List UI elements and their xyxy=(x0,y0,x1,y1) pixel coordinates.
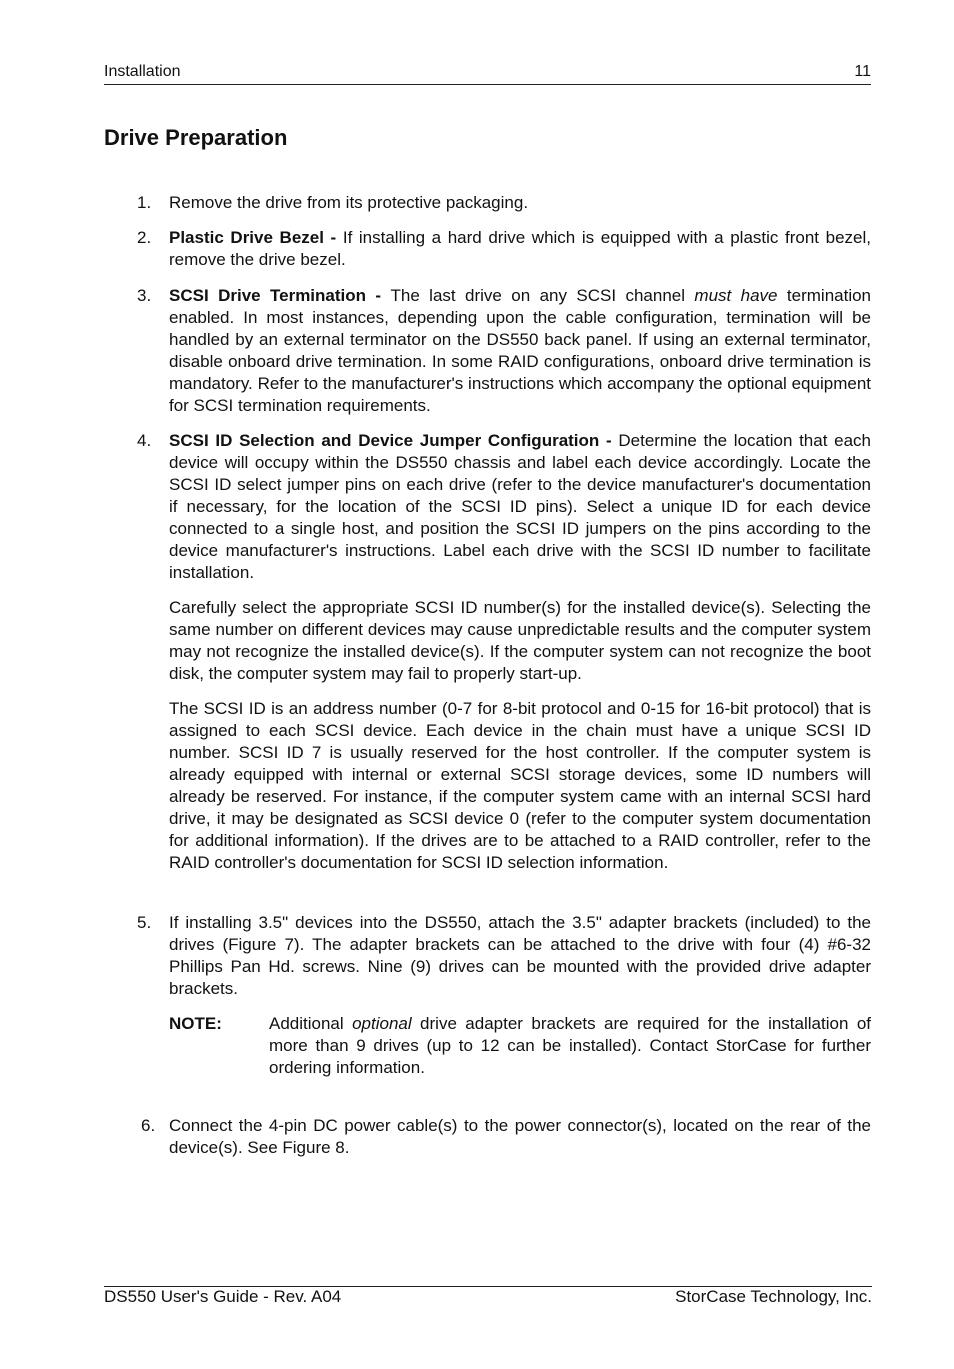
list-item-number: 6. xyxy=(141,1116,156,1135)
paragraph: Carefully select the appropriate SCSI ID number(s) for the installed device(s). Selecting the same number on different devices may cause unpredictable results and the computer system may not recognize the installed device(s). If the computer system can not recognize the boot disk, the computer system may fail to properly start-up. xyxy=(169,598,871,683)
list-item-text: termination enabled. In most instances, depending upon the cable configuration, termination will be handled by an external terminator on the DS550 back panel. If using an external terminator, disable onboard drive termination. In some RAID configurations, onboard drive termination is mandatory. Refer to the manufacturer's instructions which accompany the optional equipment for SCSI termination requirements. xyxy=(169,286,872,415)
list-item xyxy=(104,227,871,271)
emphasis-text: optional xyxy=(352,1014,412,1033)
list-item-lead: SCSI Drive Termination - xyxy=(169,286,391,305)
list-item-text: If installing a hard drive which is equipped with a plastic front bezel, remove the drive bezel. xyxy=(169,228,871,269)
list-item-text: The last drive on any SCSI channel xyxy=(390,286,695,305)
note-block xyxy=(169,1013,871,1079)
list-item-number: 3. xyxy=(137,286,152,305)
list-item-number: 2. xyxy=(137,228,152,247)
note-label: NOTE: xyxy=(169,1014,222,1033)
list-item xyxy=(104,1115,871,1159)
page-title: Drive Preparation xyxy=(104,125,288,150)
list-item xyxy=(104,430,871,874)
emphasis-text: must have xyxy=(694,286,778,305)
header-section: Installation xyxy=(104,63,181,80)
footer-right: StorCase Technology, Inc. xyxy=(675,1287,872,1306)
list-item-number: 4. xyxy=(137,431,152,450)
list-item-text: Remove the drive from its protective packaging. xyxy=(169,193,529,212)
note-text: Additional xyxy=(269,1014,353,1033)
note-text: drive adapter brackets are required for the installation of more than 9 drives (up to 12 can be installed). Contact StorCase for further ordering information. xyxy=(269,1014,871,1077)
list-item-text: If installing 3.5" devices into the DS550, attach the 3.5" adapter brackets (included) to the drives (Figure 7). The adapter brackets can be attached to the drive with four (4) #6-32 Phillips Pan Hd. screws. Nine (9) drives can be mounted with the provided drive adapter brackets. xyxy=(169,913,871,998)
list-item-lead: Plastic Drive Bezel - xyxy=(169,228,343,247)
list-item xyxy=(104,192,871,214)
list-item xyxy=(104,285,871,417)
list-item-number: 5. xyxy=(137,913,152,932)
paragraph: The SCSI ID is an address number (0-7 for 8-bit protocol and 0-15 for 16-bit protocol) that is assigned to each SCSI device. Each device in the chain must have a unique SCSI ID number. SCSI ID 7 is usually reserved for the host controller. If the computer system is already equipped with internal or external SCSI storage devices, some ID numbers will already be reserved. For instance, if the computer system came with an internal SCSI hard drive, it may be designated as SCSI device 0 (refer to the computer system documentation for additional information). If the drives are to be attached to a RAID controller, refer to the RAID controller's documentation for SCSI ID selection information. xyxy=(169,699,871,872)
footer-left: DS550 User's Guide - Rev. A04 xyxy=(104,1287,342,1306)
page-header xyxy=(104,63,871,85)
header-page-number: 11 xyxy=(854,63,871,80)
list-item-lead: SCSI ID Selection and Device Jumper Configuration - xyxy=(169,431,619,450)
list-item-text: Connect the 4-pin DC power cable(s) to the power connector(s), located on the rear of the device(s). See Figure 8. xyxy=(169,1116,871,1157)
page-footer xyxy=(104,1286,872,1306)
list-item xyxy=(104,912,871,1000)
list-item-number: 1. xyxy=(137,193,152,212)
list-item-text: Determine the location that each device will occupy within the DS550 chassis and label each device accordingly. Locate the SCSI ID select jumper pins on each drive (refer to the device manufacturer's documentation if necessary, for the location of the SCSI ID pins). Select a unique ID for each device connected to a single host, and position the SCSI ID jumpers on the pins according to the device manufacturer's instructions. Label each drive with the SCSI ID number to facilitate installation. xyxy=(169,431,872,582)
